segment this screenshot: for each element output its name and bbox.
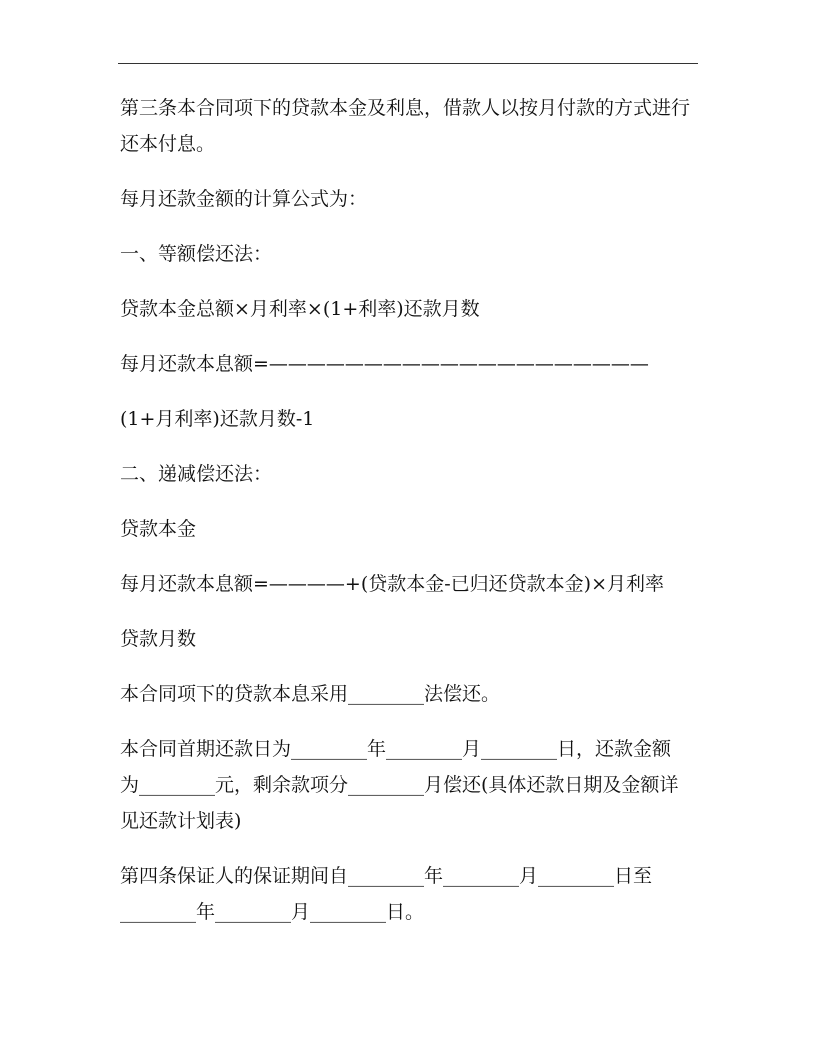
text-line: 本合同项下的贷款本息采用________法偿还。 <box>120 683 501 705</box>
text-line: 贷款月数 <box>120 628 197 650</box>
text-line: 一、等额偿还法： <box>120 243 273 265</box>
text-line: 每月还款本息额=————+(贷款本金-已归还贷款本金)×月利率 <box>120 573 665 595</box>
document-body <box>120 90 710 949</box>
text-line: 二、递减偿还法： <box>120 463 273 485</box>
method-2-fraction-line <box>120 566 710 602</box>
text-line: ________年________月________日。 <box>120 901 425 923</box>
method-1-fraction-line <box>120 346 710 382</box>
text-line: 见还款计划表) <box>120 810 242 832</box>
text-line: 每月还款金额的计算公式为： <box>120 188 368 210</box>
text-line: 还本付息。 <box>120 133 216 155</box>
method-1-heading <box>120 236 710 272</box>
method-1-denominator <box>120 401 710 437</box>
article-4-paragraph <box>120 858 710 930</box>
text-line: 第三条本合同项下的贷款本金及利息，借款人以按月付款的方式进行 <box>120 97 691 119</box>
text-line: (1+月利率)还款月数-1 <box>120 408 315 430</box>
text-line: 为________元，剩余款项分________月偿还(具体还款日期及金额详 <box>120 774 679 796</box>
formula-intro-paragraph <box>120 181 710 217</box>
text-line: 每月还款本息额=———————————————————— <box>120 353 649 375</box>
header-rule <box>118 63 698 64</box>
method-2-denominator <box>120 621 710 657</box>
article-3-paragraph <box>120 90 710 162</box>
first-repayment-paragraph <box>120 731 710 839</box>
text-line: 第四条保证人的保证期间自________年________月________日至 <box>120 865 653 887</box>
method-2-numerator <box>120 511 710 547</box>
text-line: 贷款本金 <box>120 518 197 540</box>
method-1-numerator <box>120 291 710 327</box>
text-line: 贷款本金总额×月利率×(1+利率)还款月数 <box>120 298 480 320</box>
repayment-method-paragraph <box>120 676 710 712</box>
text-line: 本合同首期还款日为________年________月________日，还款金额 <box>120 738 672 760</box>
method-2-heading <box>120 456 710 492</box>
